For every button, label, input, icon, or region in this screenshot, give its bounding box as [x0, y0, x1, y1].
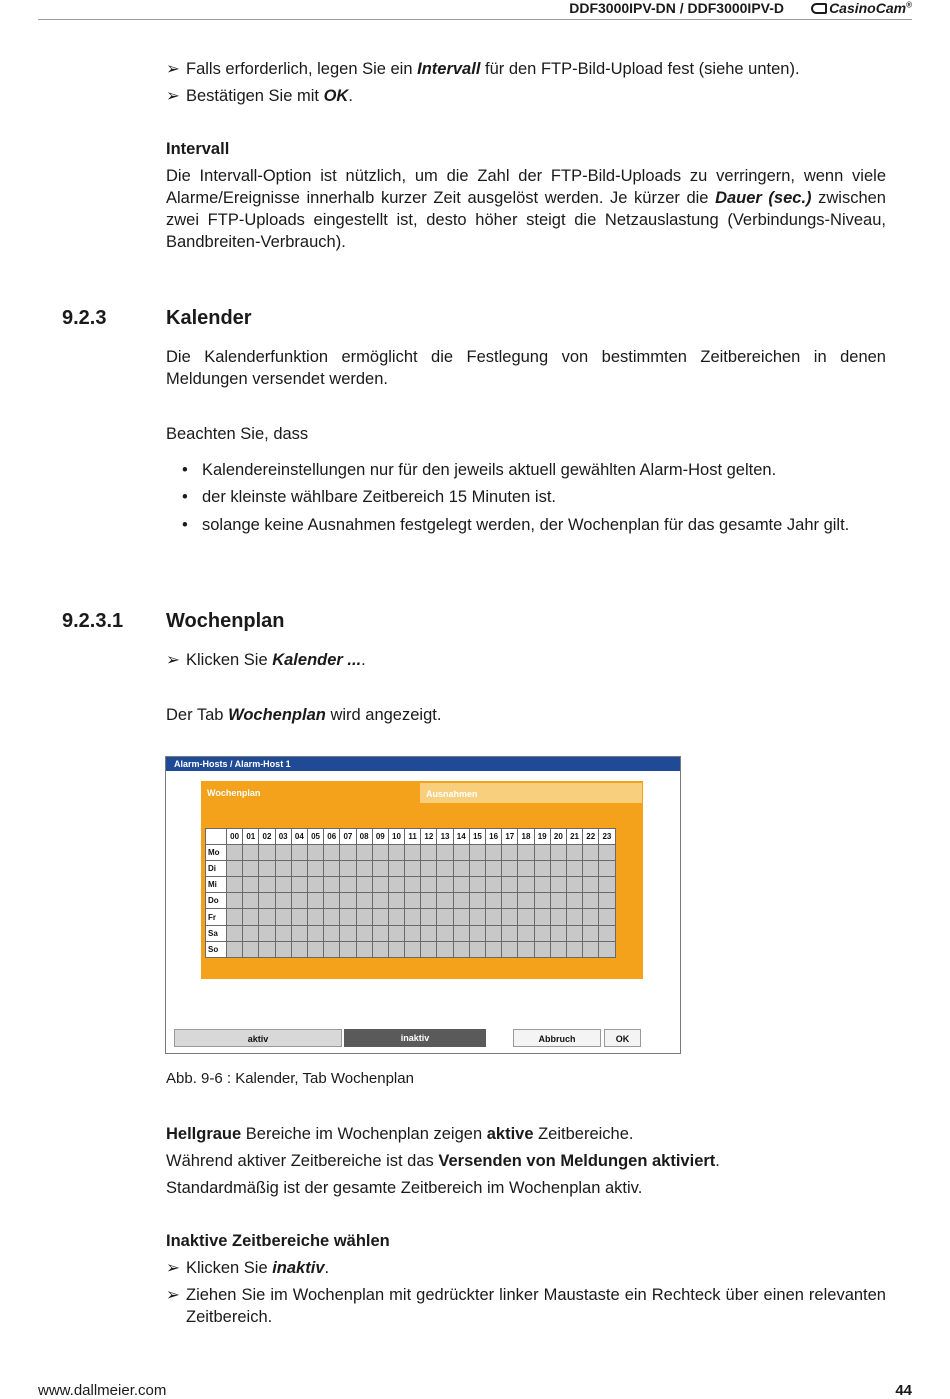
wochenplan-step-text-end: . [361, 651, 366, 669]
schedule-cell[interactable] [291, 877, 307, 893]
schedule-cell[interactable] [291, 861, 307, 877]
arrow-icon: ➢ [166, 1286, 180, 1304]
page-header [38, 0, 912, 20]
hour-header: 21 [566, 829, 582, 845]
schedule-cell[interactable] [566, 909, 582, 925]
footer-url: www.dallmeier.com [38, 1382, 167, 1399]
schedule-cell[interactable] [356, 877, 372, 893]
wochenplan-tab-note [166, 704, 886, 726]
schedule-cell[interactable] [340, 845, 356, 861]
schedule-cell[interactable] [583, 941, 599, 957]
window-title-bar: Alarm-Hosts / Alarm-Host 1 [166, 757, 680, 771]
schedule-cell[interactable] [243, 925, 259, 941]
schedule-cell[interactable] [599, 893, 615, 909]
schedule-cell[interactable] [486, 893, 502, 909]
hour-header: 07 [340, 829, 356, 845]
schedule-cell[interactable] [388, 845, 404, 861]
schedule-cell[interactable] [227, 909, 243, 925]
schedule-cell[interactable] [550, 893, 566, 909]
hour-header: 17 [502, 829, 518, 845]
intervall-body-text-end: zwischen zwei FTP-Uploads eingestellt ist, desto höher steigt die Netzauslastung (Verbindungs-Niveau, Bandbreiten-Verbrauch). [166, 189, 886, 251]
schedule-cell[interactable] [259, 909, 275, 925]
schedule-cell[interactable] [243, 877, 259, 893]
explain-text-end: . [715, 1152, 720, 1170]
schedule-cell[interactable] [372, 909, 388, 925]
schedule-cell[interactable] [307, 861, 323, 877]
hour-header: 08 [356, 829, 372, 845]
explain-bold-aktive: aktive [486, 1125, 534, 1143]
schedule-cell[interactable] [437, 893, 453, 909]
schedule-cell[interactable] [227, 861, 243, 877]
schedule-cell[interactable] [550, 877, 566, 893]
schedule-cell[interactable] [534, 893, 550, 909]
schedule-cell[interactable] [566, 941, 582, 957]
schedule-cell[interactable] [243, 861, 259, 877]
subsection-number: 9.2.3.1 [62, 610, 124, 632]
schedule-cell[interactable] [518, 845, 534, 861]
schedule-cell[interactable] [518, 877, 534, 893]
hour-header: 03 [275, 829, 291, 845]
schedule-cell[interactable] [583, 845, 599, 861]
schedule-cell[interactable] [388, 925, 404, 941]
schedule-cell[interactable] [243, 845, 259, 861]
list-item-text: solange keine Ausnahmen festgelegt werden, der Wochenplan für das gesamte Jahr gilt. [202, 516, 850, 534]
schedule-cell[interactable] [372, 893, 388, 909]
schedule-cell[interactable] [437, 845, 453, 861]
logo-text: CasinoCam [829, 0, 907, 16]
intervall-body [166, 165, 886, 253]
arrow-icon: ➢ [166, 87, 180, 105]
schedule-cell[interactable] [259, 877, 275, 893]
intervall-body-emphasis: Dauer (sec.) [715, 189, 812, 207]
schedule-cell[interactable] [453, 909, 469, 925]
schedule-cell[interactable] [502, 861, 518, 877]
inaktiv-heading: Inaktive Zeitbereiche wählen [166, 1232, 390, 1250]
list-item-text: der kleinste wählbare Zeitbereich 15 Minuten ist. [202, 488, 557, 506]
day-label: Mo [206, 845, 227, 861]
schedule-cell[interactable] [421, 909, 437, 925]
wochenplan-screenshot [165, 756, 681, 1054]
day-label: So [206, 941, 227, 957]
schedule-cell[interactable] [599, 877, 615, 893]
day-label: Di [206, 861, 227, 877]
schedule-cell[interactable] [275, 893, 291, 909]
schedule-cell[interactable] [356, 925, 372, 941]
hour-header: 22 [583, 829, 599, 845]
schedule-cell[interactable] [437, 861, 453, 877]
kalender-intro: Die Kalenderfunktion ermöglicht die Festlegung von bestimmten Zeitbereichen in denen Meldungen versendet werden. [166, 348, 886, 388]
tab-wochenplan[interactable]: Wochenplan [207, 788, 261, 798]
schedule-cell[interactable] [324, 877, 340, 893]
schedule-cell[interactable] [534, 925, 550, 941]
schedule-cell[interactable] [227, 925, 243, 941]
hour-header: 04 [291, 829, 307, 845]
casinocam-logo [811, 0, 912, 16]
subsection-title: Wochenplan [166, 610, 285, 632]
schedule-cell[interactable] [550, 845, 566, 861]
schedule-cell[interactable] [486, 925, 502, 941]
schedule-cell[interactable] [566, 925, 582, 941]
schedule-cell[interactable] [550, 909, 566, 925]
hour-header: 05 [307, 829, 323, 845]
schedule-cell[interactable] [340, 925, 356, 941]
explain-line-1 [166, 1123, 886, 1145]
schedule-cell[interactable] [405, 941, 421, 957]
schedule-cell[interactable] [486, 861, 502, 877]
section-number: 9.2.3 [62, 307, 107, 329]
dallmeier-mark-icon [811, 3, 827, 14]
schedule-cell[interactable] [307, 925, 323, 941]
schedule-cell[interactable] [534, 909, 550, 925]
schedule-cell[interactable] [453, 941, 469, 957]
schedule-cell[interactable] [307, 845, 323, 861]
schedule-cell[interactable] [566, 861, 582, 877]
intervall-body-text: Die Intervall-Option ist nützlich, um die Zahl der FTP-Bild-Uploads zu verringern, wenn viele Alarme/Ereignisse innerhalb kurzer Zeit ausgelöst werden. Je kürzer die [166, 167, 886, 207]
schedule-cell[interactable] [437, 909, 453, 925]
schedule-cell[interactable] [502, 909, 518, 925]
schedule-cell[interactable] [324, 941, 340, 957]
schedule-cell[interactable] [583, 877, 599, 893]
schedule-cell[interactable] [502, 925, 518, 941]
schedule-cell[interactable] [275, 845, 291, 861]
hour-header: 18 [518, 829, 534, 845]
schedule-cell[interactable] [599, 909, 615, 925]
section-title: Kalender [166, 307, 252, 329]
inaktiv-step2-text: Ziehen Sie im Wochenplan mit gedrückter linker Maustaste ein Rechteck über einen relevanten Zeitbereich. [186, 1286, 886, 1326]
wochenplan-step [166, 649, 886, 671]
bullet-icon: • [182, 488, 188, 506]
explain-bold-versenden: Versenden von Meldungen aktiviert [438, 1152, 716, 1170]
schedule-cell[interactable] [453, 893, 469, 909]
schedule-cell[interactable] [372, 941, 388, 957]
schedule-cell[interactable] [502, 877, 518, 893]
schedule-cell[interactable] [534, 877, 550, 893]
hour-header: 11 [405, 829, 421, 845]
hour-header: 19 [534, 829, 550, 845]
inaktiv-step-2 [166, 1284, 886, 1328]
hour-header: 16 [486, 829, 502, 845]
schedule-cell[interactable] [534, 941, 550, 957]
schedule-cell[interactable] [275, 877, 291, 893]
schedule-cell[interactable] [259, 893, 275, 909]
tab-note-emphasis: Wochenplan [228, 706, 326, 724]
ftp-step-interval [166, 58, 886, 80]
schedule-cell[interactable] [421, 845, 437, 861]
hour-header: 02 [259, 829, 275, 845]
schedule-cell[interactable] [453, 925, 469, 941]
schedule-cell[interactable] [324, 893, 340, 909]
schedule-cell[interactable] [388, 909, 404, 925]
explain-bold-hellgraue: Hellgraue [166, 1125, 242, 1143]
schedule-cell[interactable] [534, 861, 550, 877]
schedule-cell[interactable] [324, 909, 340, 925]
schedule-cell[interactable] [599, 941, 615, 957]
schedule-cell[interactable] [356, 845, 372, 861]
schedule-cell[interactable] [469, 925, 485, 941]
inaktiv-step1-emphasis: inaktiv [272, 1259, 325, 1277]
schedule-cell[interactable] [486, 845, 502, 861]
schedule-cell[interactable] [388, 893, 404, 909]
list-item [184, 486, 886, 508]
schedule-cell[interactable] [583, 893, 599, 909]
schedule-cell[interactable] [356, 941, 372, 957]
inaktiv-button[interactable]: inaktiv [344, 1029, 486, 1047]
hour-header: 15 [469, 829, 485, 845]
day-label: Do [206, 893, 227, 909]
header-title: DDF3000IPV-DN / DDF3000IPV-D [569, 0, 784, 16]
schedule-cell[interactable] [583, 909, 599, 925]
schedule-cell[interactable] [437, 925, 453, 941]
tab-ausnahmen[interactable]: Ausnahmen [420, 783, 642, 803]
ftp-step1-emphasis: Intervall [417, 60, 481, 78]
schedule-cell[interactable] [340, 893, 356, 909]
schedule-cell[interactable] [583, 861, 599, 877]
list-item [184, 459, 886, 481]
intervall-heading: Intervall [166, 140, 230, 158]
ok-button[interactable]: OK [604, 1029, 641, 1047]
schedule-cell[interactable] [291, 925, 307, 941]
schedule-cell[interactable] [259, 861, 275, 877]
schedule-cell[interactable] [291, 941, 307, 957]
schedule-cell[interactable] [340, 877, 356, 893]
inaktiv-step1-text: Klicken Sie [186, 1259, 273, 1277]
schedule-cell[interactable] [518, 909, 534, 925]
schedule-cell[interactable] [534, 845, 550, 861]
schedule-cell[interactable] [291, 893, 307, 909]
schedule-cell[interactable] [275, 941, 291, 957]
schedule-cell[interactable] [599, 925, 615, 941]
schedule-cell[interactable] [340, 941, 356, 957]
schedule-cell[interactable] [421, 861, 437, 877]
kalender-note-lead: Beachten Sie, dass [166, 425, 309, 443]
schedule-cell[interactable] [372, 877, 388, 893]
schedule-cell[interactable] [243, 893, 259, 909]
schedule-cell[interactable] [405, 925, 421, 941]
registered-mark: ® [906, 0, 912, 10]
tab-note-text: Der Tab [166, 706, 229, 724]
day-label: Sa [206, 925, 227, 941]
ftp-step2-text: Bestätigen Sie mit [186, 87, 324, 105]
schedule-cell[interactable] [583, 925, 599, 941]
schedule-cell[interactable] [388, 941, 404, 957]
schedule-cell[interactable] [388, 861, 404, 877]
schedule-cell[interactable] [243, 909, 259, 925]
schedule-cell[interactable] [356, 861, 372, 877]
schedule-cell[interactable] [486, 941, 502, 957]
schedule-cell[interactable] [307, 941, 323, 957]
schedule-cell[interactable] [227, 845, 243, 861]
schedule-cell[interactable] [437, 941, 453, 957]
schedule-cell[interactable] [340, 861, 356, 877]
schedule-cell[interactable] [469, 861, 485, 877]
schedule-cell[interactable] [486, 877, 502, 893]
inaktiv-step1-text-end: . [324, 1259, 330, 1277]
schedule-cell[interactable] [405, 877, 421, 893]
aktiv-button[interactable]: aktiv [174, 1029, 342, 1047]
explain-text: Bereiche im Wochenplan zeigen [241, 1125, 487, 1143]
list-item-text: Kalendereinstellungen nur für den jeweils aktuell gewählten Alarm-Host gelten. [202, 461, 777, 479]
schedule-cell[interactable] [291, 845, 307, 861]
schedule-cell[interactable] [259, 925, 275, 941]
hour-header: 13 [437, 829, 453, 845]
schedule-cell[interactable] [599, 861, 615, 877]
hour-header: 09 [372, 829, 388, 845]
schedule-cell[interactable] [469, 893, 485, 909]
schedule-cell[interactable] [307, 893, 323, 909]
schedule-cell[interactable] [437, 877, 453, 893]
schedule-cell[interactable] [405, 845, 421, 861]
hour-header: 06 [324, 829, 340, 845]
schedule-cell[interactable] [356, 893, 372, 909]
explain-text-end: Zeitbereiche. [533, 1125, 634, 1143]
grid-corner [206, 829, 227, 845]
schedule-cell[interactable] [469, 845, 485, 861]
schedule-cell[interactable] [243, 941, 259, 957]
schedule-cell[interactable] [307, 909, 323, 925]
schedule-cell[interactable] [518, 941, 534, 957]
schedule-cell[interactable] [227, 941, 243, 957]
schedule-cell[interactable] [291, 909, 307, 925]
schedule-cell[interactable] [469, 877, 485, 893]
schedule-cell[interactable] [469, 941, 485, 957]
schedule-cell[interactable] [275, 861, 291, 877]
schedule-cell[interactable] [356, 909, 372, 925]
bullet-icon: • [182, 516, 188, 534]
schedule-cell[interactable] [518, 861, 534, 877]
ftp-step1-text: Falls erforderlich, legen Sie ein [186, 60, 418, 78]
schedule-cell[interactable] [502, 893, 518, 909]
day-label: Fr [206, 909, 227, 925]
schedule-cell[interactable] [227, 893, 243, 909]
schedule-cell[interactable] [372, 845, 388, 861]
hour-header: 23 [599, 829, 615, 845]
inaktiv-step-1 [166, 1257, 886, 1279]
schedule-cell[interactable] [566, 845, 582, 861]
schedule-cell[interactable] [550, 861, 566, 877]
schedule-cell[interactable] [566, 893, 582, 909]
hour-header: 20 [550, 829, 566, 845]
bullet-icon: • [182, 461, 188, 479]
schedule-cell[interactable] [453, 877, 469, 893]
schedule-cell[interactable] [421, 941, 437, 957]
schedule-cell[interactable] [405, 861, 421, 877]
arrow-icon: ➢ [166, 60, 180, 78]
schedule-cell[interactable] [405, 893, 421, 909]
schedule-cell[interactable] [259, 941, 275, 957]
schedule-cell[interactable] [486, 909, 502, 925]
schedule-cell[interactable] [405, 909, 421, 925]
schedule-cell[interactable] [453, 845, 469, 861]
ftp-step2-text-end: . [348, 87, 353, 105]
explain-line-3: Standardmäßig ist der gesamte Zeitbereich im Wochenplan aktiv. [166, 1179, 643, 1197]
schedule-cell[interactable] [502, 941, 518, 957]
list-item [184, 514, 886, 536]
schedule-cell[interactable] [599, 845, 615, 861]
day-label: Mi [206, 877, 227, 893]
schedule-cell[interactable] [227, 877, 243, 893]
schedule-cell[interactable] [518, 925, 534, 941]
schedule-cell[interactable] [372, 925, 388, 941]
schedule-cell[interactable] [275, 909, 291, 925]
schedule-cell[interactable] [566, 877, 582, 893]
schedule-cell[interactable] [502, 845, 518, 861]
schedule-cell[interactable] [259, 845, 275, 861]
figure-caption: Abb. 9-6 : Kalender, Tab Wochenplan [166, 1070, 414, 1087]
schedule-cell[interactable] [421, 893, 437, 909]
schedule-cell[interactable] [340, 909, 356, 925]
wochenplan-step-emphasis: Kalender ... [272, 651, 362, 669]
schedule-cell[interactable] [518, 893, 534, 909]
schedule-cell[interactable] [421, 877, 437, 893]
schedule-cell[interactable] [372, 861, 388, 877]
schedule-cell[interactable] [550, 941, 566, 957]
ftp-step1-text-end: für den FTP-Bild-Upload fest (siehe unten). [480, 60, 800, 78]
schedule-cell[interactable] [324, 861, 340, 877]
schedule-cell[interactable] [469, 909, 485, 925]
ftp-step-confirm [166, 85, 886, 107]
hour-header: 14 [453, 829, 469, 845]
explain-line-2 [166, 1150, 886, 1172]
ftp-step2-emphasis: OK [323, 87, 349, 105]
page-number: 44 [895, 1382, 912, 1399]
abbruch-button[interactable]: Abbruch [513, 1029, 601, 1047]
schedule-cell[interactable] [421, 925, 437, 941]
tab-note-text-end: wird angezeigt. [325, 706, 442, 724]
schedule-cell[interactable] [307, 877, 323, 893]
hour-header: 01 [243, 829, 259, 845]
schedule-cell[interactable] [324, 925, 340, 941]
schedule-cell[interactable] [324, 845, 340, 861]
hour-header: 00 [227, 829, 243, 845]
schedule-cell[interactable] [275, 925, 291, 941]
wochenplan-step-text: Klicken Sie [186, 651, 273, 669]
hour-header: 10 [388, 829, 404, 845]
arrow-icon: ➢ [166, 651, 180, 669]
schedule-cell[interactable] [453, 861, 469, 877]
schedule-grid[interactable] [205, 828, 616, 958]
schedule-cell[interactable] [388, 877, 404, 893]
arrow-icon: ➢ [166, 1259, 180, 1277]
schedule-cell[interactable] [550, 925, 566, 941]
explain-text: Während aktiver Zeitbereiche ist das [166, 1152, 439, 1170]
hour-header: 12 [421, 829, 437, 845]
